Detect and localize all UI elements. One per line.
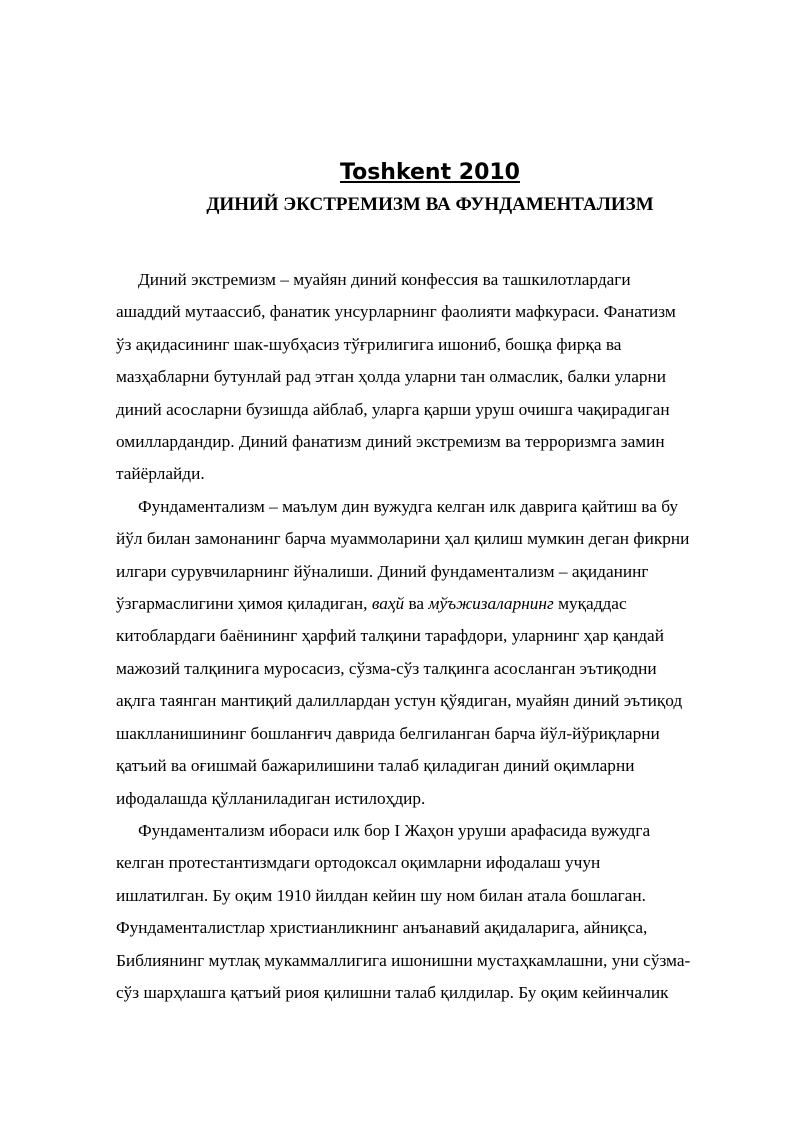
- text-line: ифодалашда қўлланиладиган истилоҳдир.: [116, 788, 426, 808]
- text-line: мажозий талқинига муросасиз, сўзма-сўз талқинга асосланган эътиқодни: [116, 658, 657, 678]
- text-line: қатъий ва оғишмай бажарилишини талаб қиладиган диний оқимларни: [116, 756, 635, 776]
- text-line: шаклланишининг бошланғич даврида белгиланган барча йўл-йўриқларни: [116, 723, 660, 743]
- text-line: тайёрлайди.: [116, 464, 205, 484]
- text-line: илгари сурувчиларнинг йўналиши. Диний фундаментализм – ақиданинг: [116, 561, 649, 581]
- text-segment: муқаддас: [553, 594, 627, 614]
- text-line: китоблардаги баёнининг ҳарфий талқини тарафдори, уларнинг ҳар қандай: [116, 626, 664, 646]
- text-line: сўз шарҳлашга қатъий риоя қилишни талаб қилдилар. Бу оқим кейинчалик: [116, 982, 669, 1002]
- text-line: Библиянинг мутлақ мукаммаллигига ишонишни мустаҳкамлашни, уни сўзма-: [116, 950, 691, 970]
- text-line: йўл билан замонанинг барча муаммоларини ҳал қилиш мумкин деган фикрни: [116, 529, 690, 549]
- text-segment: ўзгармаслигини ҳимоя қиладиган,: [116, 594, 372, 614]
- text-line: Диний экстремизм – муайян диний конфессия ва ташкилотлардаги: [138, 270, 631, 289]
- italic-term: мўъжизаларнинг: [428, 594, 554, 614]
- italic-term: ваҳй: [371, 594, 405, 614]
- document-heading: ДИНИЙ ЭКСТРЕМИЗМ ВА ФУНДАМЕНТАЛИЗМ: [206, 194, 654, 215]
- text-line: ишлатилган. Бу оқим 1910 йилдан кейин шу ном билан атала бошлаган.: [116, 885, 646, 905]
- text-line: ашаддий мутаассиб, фанатик унсурларнинг фаолияти мафкураси. Фанатизм: [116, 302, 676, 322]
- text-line: мазҳабларни бутунлай рад этган ҳолда уларни тан олмаслик, балки уларни: [116, 367, 667, 387]
- text-line: Фундаментализм ибораси илк бор I Жаҳон уруши арафасида вужудга: [138, 820, 651, 840]
- document-title: Toshkent 2010: [340, 160, 520, 185]
- text-line: келган протестантизмдаги ортодоксал оқимларни ифодалаш учун: [116, 853, 601, 873]
- text-segment: ва: [404, 594, 429, 614]
- text-line: диний асосларни бузишда айблаб, уларга қарши уруш очишга чақирадиган: [116, 399, 670, 419]
- document-body: [116, 264, 746, 1009]
- text-line: ўз ақидасининг шак-шубҳасиз тўғрилигига ишониб, бошқа фирқа ва: [116, 334, 622, 354]
- text-line: ақлга таянган мантиқий далиллардан устун қўядиган, муайян диний эътиқод: [116, 691, 683, 711]
- text-line: Фундаменталистлар христианликнинг анъанавий ақидаларига, айниқса,: [116, 918, 648, 938]
- text-line: омиллардандир. Диний фанатизм диний экстремизм ва терроризмга замин: [116, 432, 665, 452]
- text-line: Фундаментализм – маълум дин вужудга келган илк даврига қайтиш ва бу: [138, 496, 678, 516]
- text-line: [116, 588, 746, 620]
